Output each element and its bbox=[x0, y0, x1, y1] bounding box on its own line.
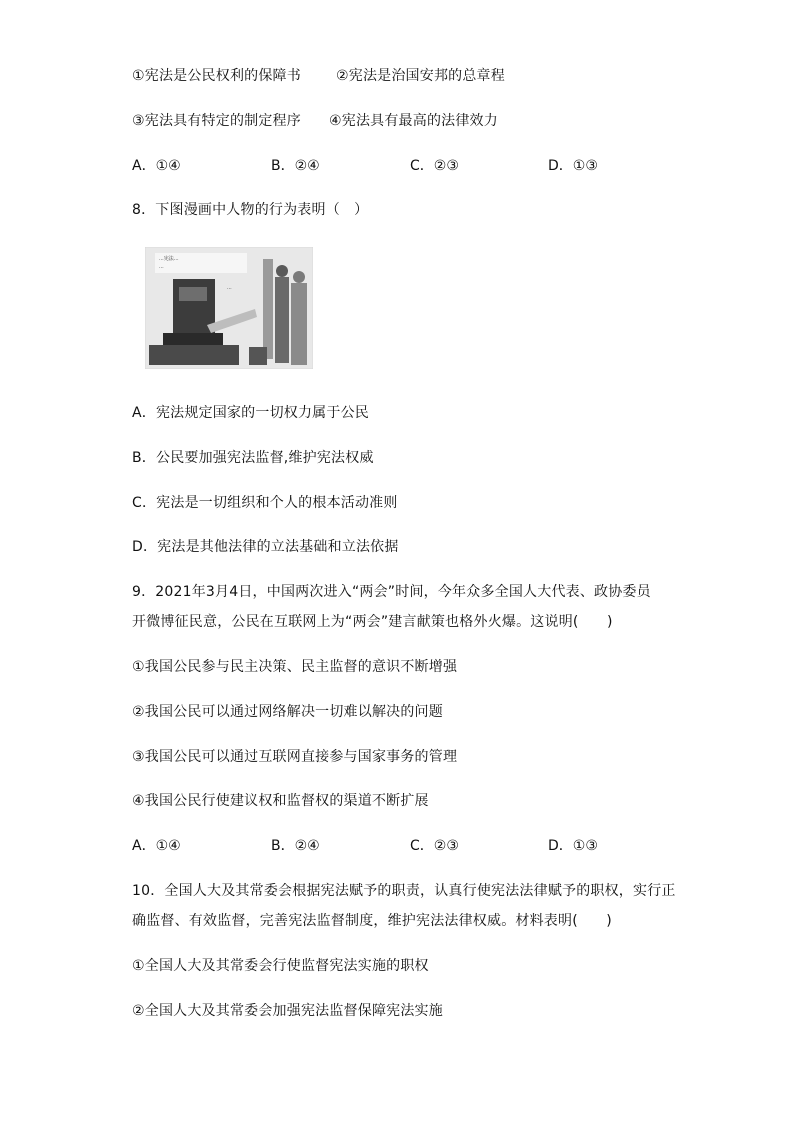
q9-statement-1: ①我国公民参与民主决策、民主监督的意识不断增强 bbox=[132, 659, 458, 675]
q9-statement-2: ②我国公民可以通过网络解决一切难以解决的问题 bbox=[132, 704, 443, 720]
cartoon-caption-3: ... bbox=[227, 285, 232, 291]
q10-statement-1: ①全国人大及其常委会行使监督宪法实施的职权 bbox=[132, 958, 429, 974]
q8-option-a[interactable]: A．宪法规定国家的一切权力属于公民 bbox=[132, 405, 369, 421]
q7-statement-1: ①宪法是公民权利的保障书 bbox=[132, 68, 301, 84]
q8-cartoon-image bbox=[145, 247, 313, 369]
q7-option-d[interactable]: D．①③ bbox=[548, 158, 598, 174]
q9-option-b[interactable]: B．②④ bbox=[271, 838, 320, 854]
cartoon-caption-2: ... bbox=[159, 264, 164, 270]
q7-option-b[interactable]: B．②④ bbox=[271, 158, 320, 174]
q8-option-b[interactable]: B．公民要加强宪法监督,维护宪法权威 bbox=[132, 450, 374, 466]
q9-statement-3: ③我国公民可以通过互联网直接参与国家事务的管理 bbox=[132, 749, 458, 765]
q7-option-c[interactable]: C．②③ bbox=[410, 158, 459, 174]
q9-option-d[interactable]: D．①③ bbox=[548, 838, 598, 854]
q7-option-a[interactable]: A．①④ bbox=[132, 158, 181, 174]
q10-stem-line-1: 10．全国人大及其常委会根据宪法赋予的职责，认真行使宪法法律赋予的职权，实行正 bbox=[132, 883, 676, 899]
q8-stem: 8．下图漫画中人物的行为表明（ ） bbox=[132, 202, 369, 218]
q8-option-c[interactable]: C．宪法是一切组织和个人的根本活动准则 bbox=[132, 495, 398, 511]
q10-stem-line-2: 确监督、有效监督，完善宪法监督制度，维护宪法法律权威。材料表明( ) bbox=[132, 913, 612, 929]
q9-statement-4: ④我国公民行使建议权和监督权的渠道不断扩展 bbox=[132, 793, 429, 809]
q9-stem-line-1: 9．2021年3月4日，中国两次进入“两会”时间，今年众多全国人大代表、政协委员 bbox=[132, 584, 651, 600]
q9-stem-line-2: 开微博征民意，公民在互联网上为“两会”建言献策也格外火爆。这说明( ) bbox=[132, 614, 613, 630]
q7-statement-2: ②宪法是治国安邦的总章程 bbox=[336, 68, 505, 84]
cartoon-caption-1: ...宪法... bbox=[159, 256, 179, 262]
q7-statement-4: ④宪法具有最高的法律效力 bbox=[329, 113, 498, 129]
q10-statement-2: ②全国人大及其常委会加强宪法监督保障宪法实施 bbox=[132, 1003, 443, 1019]
q9-option-c[interactable]: C．②③ bbox=[410, 838, 459, 854]
q7-statement-3: ③宪法具有特定的制定程序 bbox=[132, 113, 301, 129]
q8-option-d[interactable]: D．宪法是其他法律的立法基础和立法依据 bbox=[132, 539, 399, 555]
q9-option-a[interactable]: A．①④ bbox=[132, 838, 181, 854]
